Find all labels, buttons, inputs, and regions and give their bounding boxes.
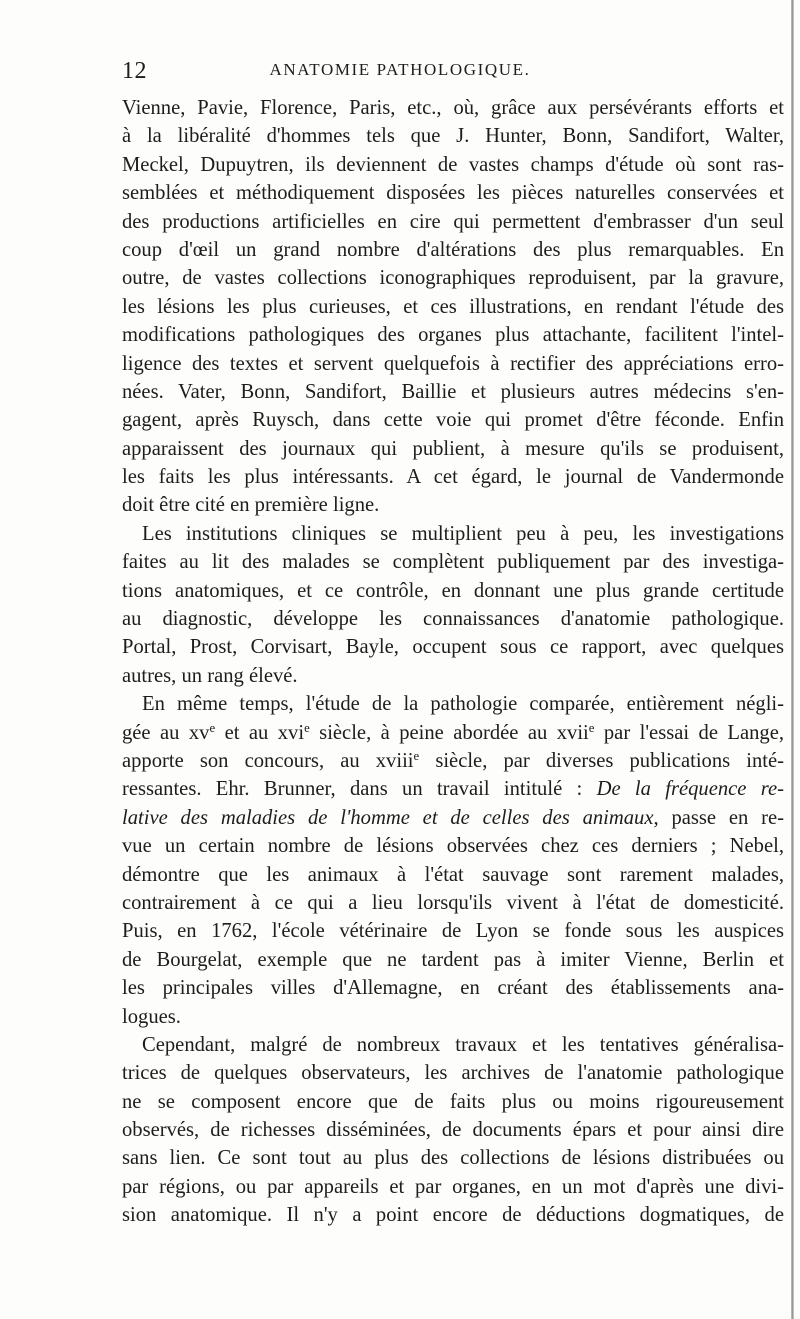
text-line: modifications pathologiques des organes plus attachante, facilitent l'intel- <box>122 324 784 347</box>
running-head: ANATOMIE PATHOLOGIQUE. <box>269 60 531 79</box>
text-line: observés, de richesses disséminées, de documents épars et pour ainsi dire <box>122 1119 784 1142</box>
text-line: gée au $xv^e$ et au xvi$^e$ siècle, à peine abordée au xvii$^e$ par l'essai de Lange, <box>122 720 784 744</box>
text-line: sion anatomique. Il n'y a point encore de déductions dogmatiques, de <box>122 1204 784 1227</box>
text-line: de Bourgelat, exemple que ne tardent pas à imiter Vienne, Berlin et <box>122 948 784 971</box>
text-line: les lésions les plus curieuses, et ces illustrations, en rendant l'étude des <box>122 295 784 318</box>
text-line: démontre que les animaux à l'état sauvage sont rarement malades, <box>122 863 784 886</box>
text-line: Puis, en 1762, l'école vétérinaire de Lyon se fonde sous les auspices <box>122 920 784 943</box>
text-line: apporte son concours, au xviii$^e$ siècle, par diverses publications inté- <box>122 748 784 772</box>
text-line: Portal, Prost, Corvisart, Bayle, occupent sous ce rapport, avec quelques <box>122 636 784 659</box>
text-line: contrairement à ce qui a lieu lorsqu'ils vivent à l'état de domesticité. <box>122 891 784 914</box>
page-number: 12 <box>122 58 147 84</box>
text-line: semblées et méthodiquement disposées les pièces naturelles conservées et <box>122 182 784 205</box>
text-line: les principales villes d'Allemagne, en créant des établissements ana- <box>122 977 784 1000</box>
text-line: ne se composent encore que de faits plus ou moins rigoureusement <box>122 1090 784 1113</box>
text-line: au diagnostic, développe les connaissances d'anatomie pathologique. <box>122 608 784 631</box>
text-line: Vienne, Pavie, Florence, Paris, etc., où, grâce aux persévérants efforts et <box>122 97 784 119</box>
text-line: doit être cité en première ligne. <box>122 494 380 517</box>
text-line: sans lien. Ce sont tout au plus des collections de lésions distribuées ou <box>122 1147 784 1170</box>
page-header <box>0 58 800 88</box>
body-text <box>122 94 784 1230</box>
text-line: des productions artificielles en cire qui permettent d'embrasser d'un seul <box>122 210 784 233</box>
text-line: ligence des textes et servent quelquefois à rectifier des appréciations erro- <box>122 352 784 375</box>
text-line: nées. Vater, Bonn, Sandifort, Baillie et plusieurs autres médecins s'en- <box>122 380 784 403</box>
text-line: En même temps, l'étude de la pathologie comparée, entièrement négli- <box>142 693 784 716</box>
text-line: coup d'œil un grand nombre d'altérations des plus remarquables. En <box>122 238 784 261</box>
text-line: outre, de vastes collections iconographiques reproduisent, par la gravure, <box>122 267 784 290</box>
text-line: par régions, ou par appareils et par organes, en un mot d'après une divi- <box>122 1175 784 1198</box>
text-line: faites au lit des malades se complètent publiquement par des investiga- <box>122 551 784 574</box>
text-line: tions anatomiques, et ce contrôle, en donnant une plus grande certitude <box>122 579 784 602</box>
text-line: Les institutions cliniques se multiplient peu à peu, les investigations <box>142 522 784 545</box>
text-line: à la libéralité d'hommes tels que J. Hunter, Bonn, Sandifort, Walter, <box>122 125 784 148</box>
text-line: apparaissent des journaux qui publient, à mesure qu'ils se produisent, <box>122 437 784 460</box>
text-line: autres, un rang élevé. <box>122 664 298 687</box>
text-line: lative des maladies de l'homme et de celles des animaux, passe en re- <box>122 806 784 829</box>
text-line: ressantes. Ehr. Brunner, dans un travail intitulé : De la fréquence re- <box>122 778 784 801</box>
text-line: trices de quelques observateurs, les archives de l'anatomie pathologique <box>122 1062 784 1085</box>
text-line: vue un certain nombre de lésions observées chez ces derniers ; Nebel, <box>122 835 784 858</box>
text-line: Meckel, Dupuytren, ils deviennent de vastes champs d'étude où sont ras- <box>122 153 784 176</box>
text-line: gagent, après Ruysch, dans cette voie qui promet d'être féconde. Enfin <box>122 409 784 432</box>
page-edge-shadow <box>791 0 794 1319</box>
text-line: les faits les plus intéressants. A cet égard, le journal de Vandermonde <box>122 466 784 489</box>
text-line: logues. <box>122 1005 181 1028</box>
text-line: Cependant, malgré de nombreux travaux et les tentatives généralisa- <box>142 1033 784 1056</box>
